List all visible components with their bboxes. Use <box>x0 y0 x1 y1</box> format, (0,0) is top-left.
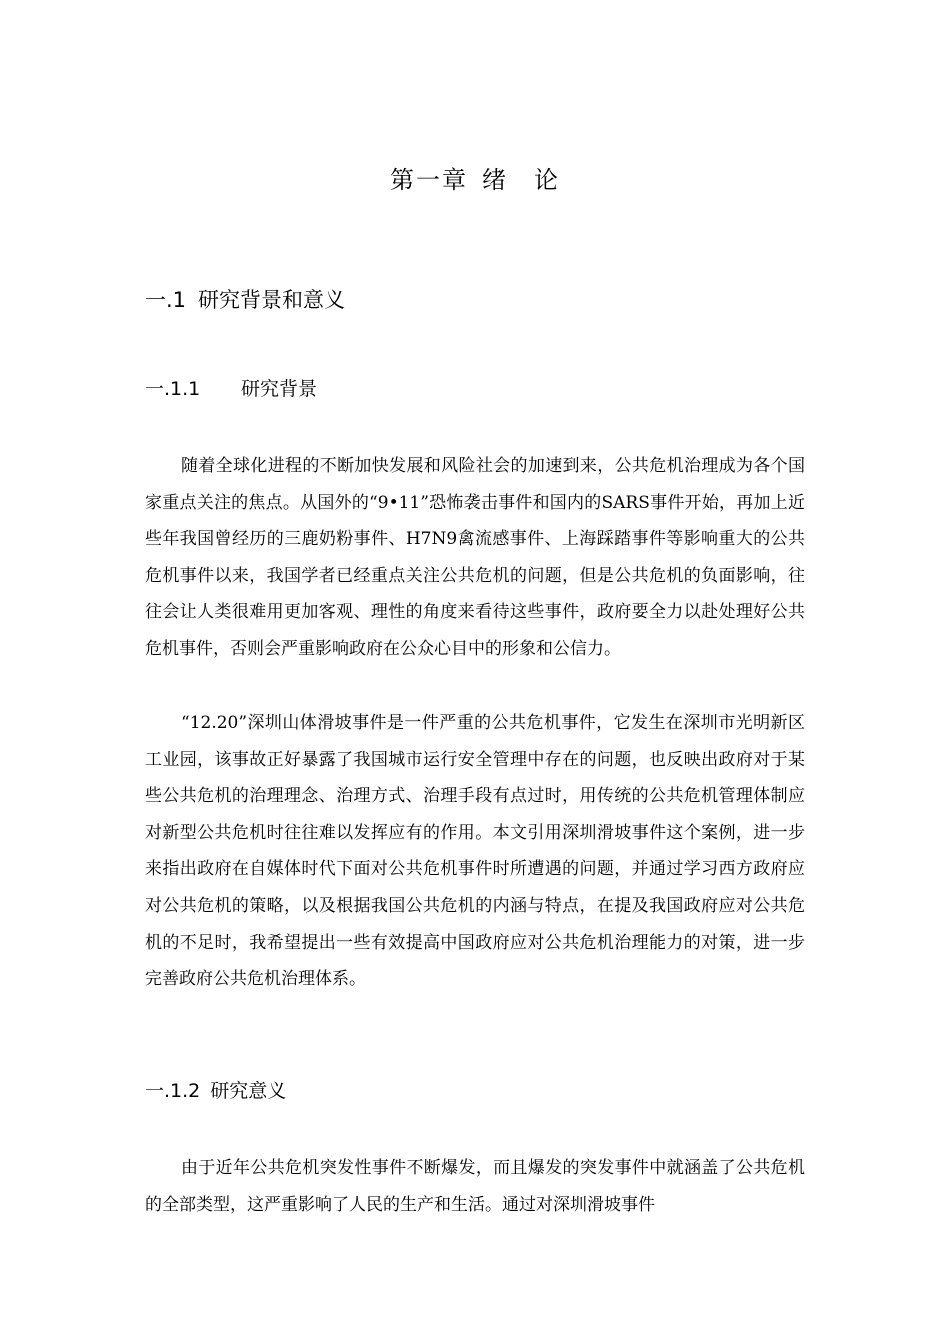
body-paragraph: “12.20”深圳山体滑坡事件是一件严重的公共危机事件，它发生在深圳市光明新区工业园，该事故正好暴露了我国城市运行安全管理中存在的问题，也反映出政府对于某些公共危机的治理理念、治理方式、治理手段有点过时，用传统的公共危机管理体制应对新型公共危机时往往难以发挥应有的作用。本文引用深圳滑坡事件这个案例，进一步来指出政府在自媒体时代下面对公共危机事件时所遭遇的问题，并通过学习西方政府应对公共危机的策略，以及根据我国公共危机的内涵与特点，在提及我国政府应对公共危机的不足时，我希望提出一些有效提高中国政府应对公共危机治理能力的对策，进一步完善政府公共危机治理体系。 <box>145 713 805 990</box>
body-paragraph: 随着全球化进程的不断加快发展和风险社会的加速到来，公共危机治理成为各个国家重点关注的焦点。从国外的“9•11”恐怖袭击事件和国内的SARS事件开始，再加上近些年我国曾经历的三鹿奶粉事件、H7N9禽流感事件、上海踩踏事件等影响重大的公共危机事件以来，我国学者已经重点关注公共危机的问题，但是公共危机的负面影响，往往会让人类很难用更加客观、理性的角度来看待这些事件，政府要全力以赴处理好公共危机事件，否则会严重影响政府在公众心目中的形象和公信力。 <box>145 456 805 659</box>
subsection-number: 一.1.2 <box>145 1080 201 1102</box>
chapter-title <box>0 160 950 200</box>
body-paragraph: 由于近年公共危机突发性事件不断爆发，而且爆发的突发事件中就涵盖了公共危机的全部类型，这严重影响了人民的生产和生活。通过对深圳滑坡事件 <box>145 1158 805 1215</box>
section-number: 一.1 <box>145 288 187 312</box>
subsection-title: 研究意义 <box>210 1080 287 1102</box>
section-heading-1-1 <box>145 284 345 316</box>
subsection-heading-1-1-2 <box>145 1076 286 1106</box>
subsection-heading-1-1-1 <box>145 374 317 404</box>
subsection-number: 一.1.1 <box>145 378 201 400</box>
chapter-name: 绪 论 <box>482 166 560 194</box>
section-title: 研究背景和意义 <box>198 288 346 312</box>
subsection-title: 研究背景 <box>241 378 318 400</box>
chapter-label: 第一章 <box>390 166 468 194</box>
